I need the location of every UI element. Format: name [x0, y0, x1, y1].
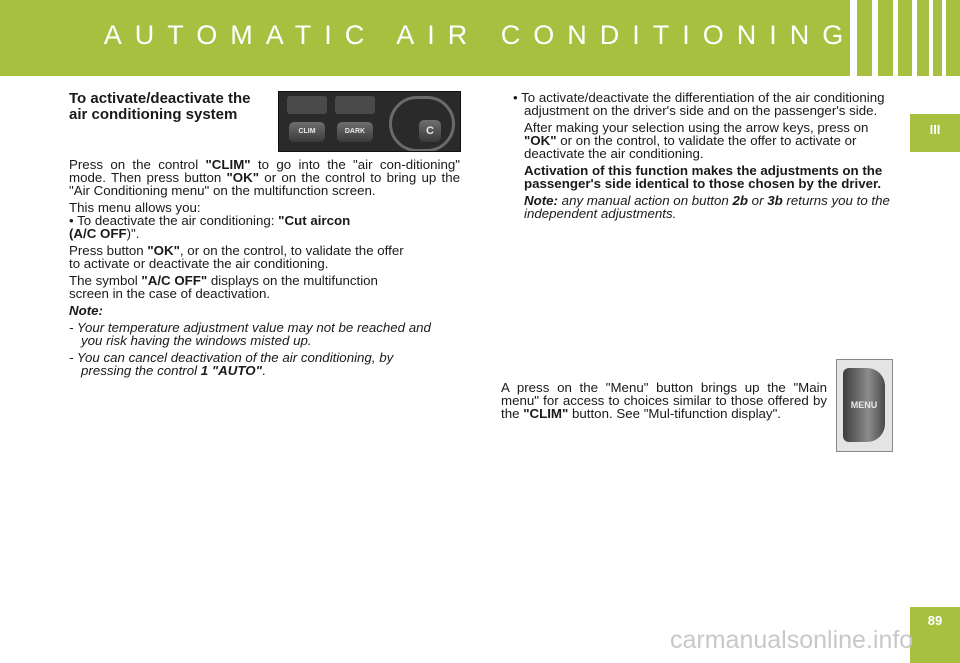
left-body [69, 158, 460, 377]
bullet-differentiation: • To activate/deactivate the differentiation of the air conditioning adjustment on the driver's side and on the passenger's side. [513, 90, 885, 118]
note-item-2: - You can cancel deactivation of the air conditioning, by pressing the control 1 "AUTO". [69, 350, 394, 378]
symbol-text: The symbol "A/C OFF" displays on the multifunction screen in the case of deactivation. [69, 273, 378, 301]
watermark: carmanualsonline.info [670, 626, 914, 654]
page-number: 89 [910, 607, 960, 663]
dark-label: DARK [344, 128, 366, 135]
menu-button-photo [836, 359, 893, 452]
control-panel-photo [278, 91, 461, 152]
menu-button [843, 368, 885, 442]
header-bar [0, 0, 960, 76]
dark-button [337, 122, 373, 142]
left-heading [69, 91, 264, 123]
page-title: AUTOMATIC AIR CONDITIONING [103, 20, 857, 50]
menu-label: MENU [850, 400, 878, 410]
right-body [513, 91, 893, 220]
validate-text: Press button "OK", or on the control, to validate the offer to activate or deactivate the air conditioning. [69, 243, 404, 271]
menu-paragraph: A press on the "Menu" button brings up the "Main menu" for access to choices similar to those offered by the "CLIM" button. See "Mul-tifunction display". [501, 380, 827, 421]
note-label: Note: [69, 303, 103, 318]
bullet-deactivate: • To deactivate the air conditioning: "Cut aircon [69, 213, 351, 228]
menu-intro: This menu allows you: [69, 200, 201, 215]
activation-note: Activation of this function makes the adjustments on the passenger's side identical to those chosen by the driver. [524, 163, 883, 191]
bullet-deactivate-cont: (A/C OFF)". [69, 226, 140, 241]
clim-label: CLIM [298, 128, 316, 135]
c-button [419, 120, 441, 142]
clim-button [289, 122, 325, 142]
note-item-1: - Your temperature adjustment value may not be reached and you risk having the windows misted up. [69, 320, 431, 348]
c-label: C [426, 125, 434, 137]
intro-paragraph: Press on the control "CLIM" to go into the "air con-ditioning" mode. Then press button "OK" or on the control to bring up the "Air Conditioning menu" on the multifunction screen. [69, 157, 461, 198]
section-tab: III [910, 114, 960, 152]
section-heading: To activate/deactivate the air conditioning system [69, 90, 251, 123]
manual-action-note: Note: any manual action on button 2b or 3b returns you to the independent adjustments. [524, 193, 890, 221]
selection-text: After making your selection using the arrow keys, press on "OK" or on the control, to validate the offer to activate or deactivate the air conditioning. [524, 120, 869, 161]
